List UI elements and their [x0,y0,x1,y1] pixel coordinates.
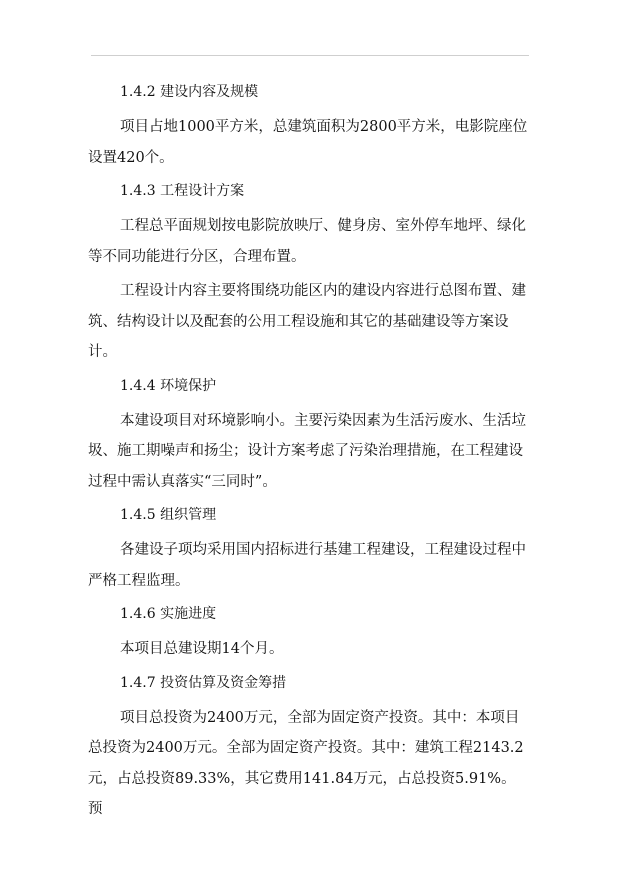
paragraph: 工程设计内容主要将围绕功能区内的建设内容进行总图布置、建筑、结构设计以及配套的公用工程设施和其它的基础建设等方案设计。 [88,283,526,360]
section-heading: 1.4.3 工程设计方案 [120,183,245,199]
section-1-4-4 [88,372,528,498]
section-heading: 1.4.6 实施进度 [120,606,217,622]
paragraph: 各建设子项均采用国内招标进行基建工程建设，工程建设过程中严格工程监理。 [88,542,526,589]
section-heading: 1.4.2 建设内容及规模 [120,84,259,100]
section-1-4-3 [88,177,528,368]
section-1-4-5 [88,501,528,596]
section-1-4-2 [88,78,528,173]
section-1-4-6 [88,600,528,665]
paragraph: 本项目总建设期14个月。 [120,641,284,657]
paragraph: 工程总平面规划按电影院放映厅、健身房、室外停车地坪、绿化等不同功能进行分区，合理布置。 [88,218,526,265]
paragraph: 项目总投资为2400万元，全部为固定资产投资。其中：本项目总投资为2400万元。全部为固定资产投资。其中：建筑工程2143.2元，占总投资89.33%，其它费用141.84万元，占总投资5.91%。预 [88,709,524,817]
header-rule [91,55,529,56]
paragraph: 本建设项目对环境影响小。主要污染因素为生活污废水、生活垃圾、施工期噪声和扬尘；设计方案考虑了污染治理措施，在工程建设过程中需认真落实“三同时”。 [88,412,526,490]
section-heading: 1.4.4 环境保护 [120,377,217,394]
section-1-4-7 [88,669,528,825]
section-heading: 1.4.5 组织管理 [120,507,217,523]
document-body [88,78,528,829]
paragraph: 项目占地1000平方米，总建筑面积为2800平方米，电影院座位设置420个。 [88,119,528,166]
section-heading: 1.4.7 投资估算及资金筹措 [120,674,287,691]
